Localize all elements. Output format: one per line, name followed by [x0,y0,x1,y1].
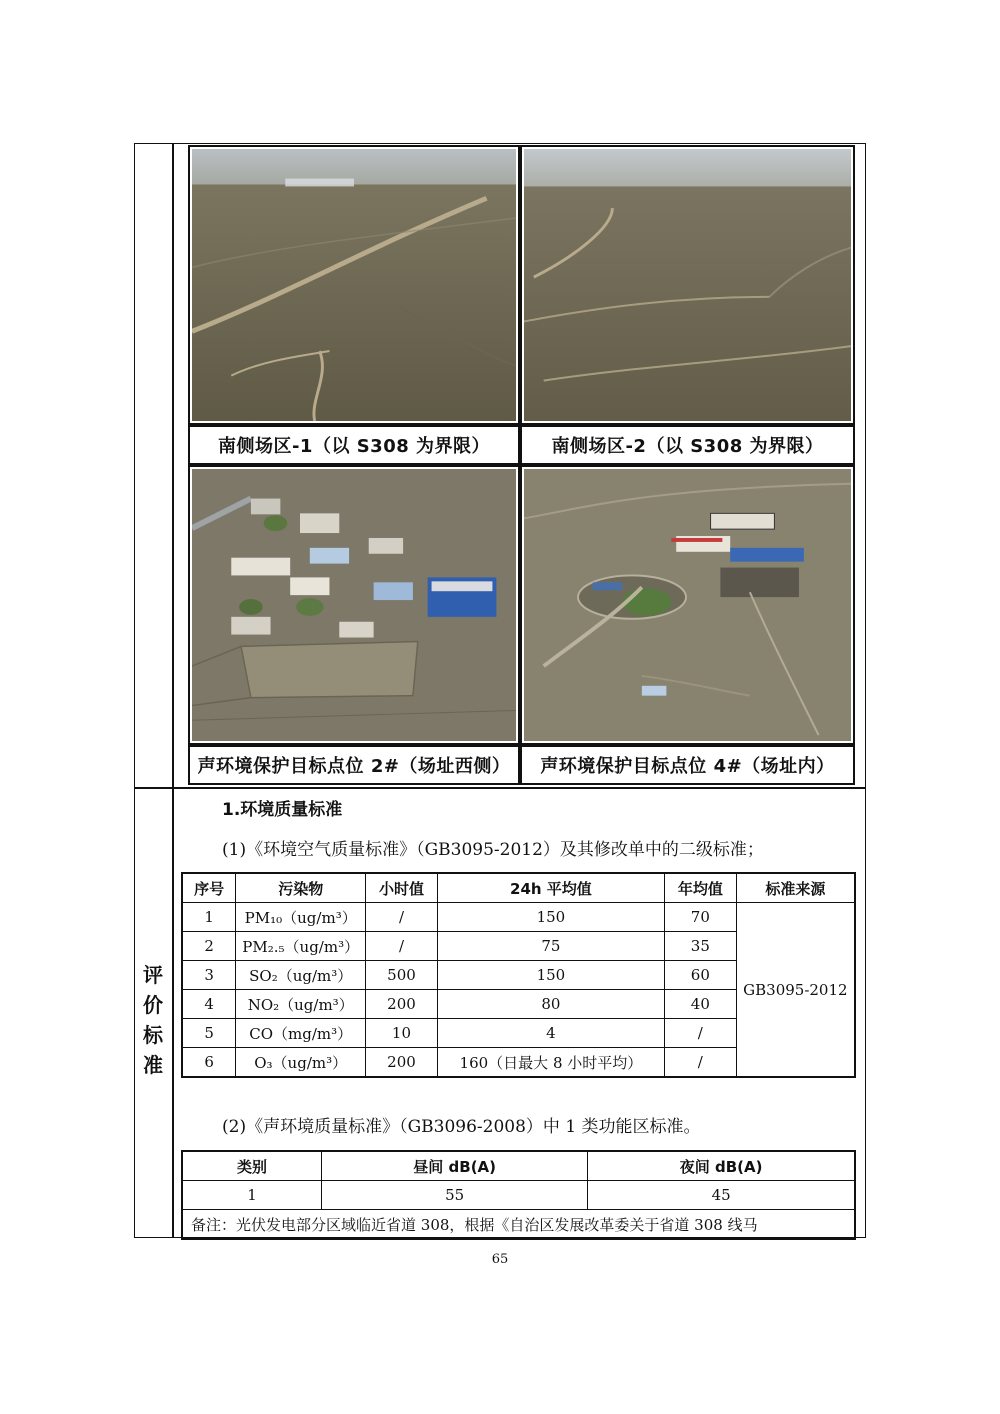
cell-no: 6 [182,1048,236,1078]
cell-no: 5 [182,1019,236,1048]
cell-hourly: 200 [366,990,438,1019]
side-label-char-2: 价 [143,993,163,1017]
cell-hourly: / [366,932,438,961]
noise-quality-table [181,1150,856,1240]
cell-category: 1 [182,1181,322,1210]
cell-no: 4 [182,990,236,1019]
air-quality-table [181,872,856,1078]
header-category: 类别 [182,1151,322,1181]
cell-annual: / [664,1019,736,1048]
cell-pollutant: PM₂.₅（ug/m³） [236,932,366,961]
photo-noise-point-4 [520,465,855,745]
cell-no: 2 [182,932,236,961]
noise-standard-paragraph: (2)《声环境质量标准》（GB3096-2008）中 1 类功能区标准。 [222,1117,701,1137]
cell-annual: 60 [664,961,736,990]
cell-no: 3 [182,961,236,990]
cell-pollutant: SO₂（ug/m³） [236,961,366,990]
cell-pollutant: O₃（ug/m³） [236,1048,366,1078]
photo-caption-4: 声环境保护目标点位 4#（场址内） [520,745,855,785]
cell-24h: 160（日最大 8 小时平均） [437,1048,664,1078]
side-label-char-4: 准 [143,1053,163,1077]
header-hourly: 小时值 [366,873,438,903]
photo-caption-3: 声环境保护目标点位 2#（场址西侧） [188,745,520,785]
cell-daytime: 55 [322,1181,588,1210]
table-note: 备注：光伏发电部分区域临近省道 308，根据《自治区发展改革委关于省道 308 线马 [182,1210,855,1240]
photo-caption-2: 南侧场区-2（以 S308 为界限） [520,425,855,465]
header-no: 序号 [182,873,236,903]
table-header-row [182,1151,855,1181]
cell-24h: 80 [437,990,664,1019]
cell-24h: 75 [437,932,664,961]
air-standard-paragraph: (1)《环境空气质量标准》（GB3095-2012）及其修改单中的二级标准； [222,840,764,860]
side-label-char-1: 评 [143,963,163,987]
cell-24h: 150 [437,903,664,932]
cell-pollutant: PM₁₀（ug/m³） [236,903,366,932]
cell-source: GB3095-2012 [736,903,855,1078]
cell-annual: 70 [664,903,736,932]
photo-caption-1: 南侧场区-1（以 S308 为界限） [188,425,520,465]
table-note-row [182,1210,855,1240]
side-label-char-3: 标 [143,1023,163,1047]
cell-24h: 150 [437,961,664,990]
cell-hourly: 500 [366,961,438,990]
header-24h-average: 24h 平均值 [437,873,664,903]
cell-pollutant: CO（mg/m³） [236,1019,366,1048]
cell-hourly: 10 [366,1019,438,1048]
header-pollutant: 污染物 [236,873,366,903]
table-header-row [182,873,855,903]
section-heading: 1.环境质量标准 [222,800,343,820]
cell-annual: 40 [664,990,736,1019]
frame-vertical-divider [172,143,174,1238]
page-number: 65 [491,1252,509,1267]
cell-24h: 4 [437,1019,664,1048]
frame-horizontal-divider [134,787,866,789]
cell-hourly: / [366,903,438,932]
table-row [182,1181,855,1210]
photo-south-area-1 [188,145,520,425]
header-nighttime: 夜间 dB(A) [588,1151,855,1181]
cell-annual: 35 [664,932,736,961]
table-row [182,903,855,932]
cell-nighttime: 45 [588,1181,855,1210]
cell-no: 1 [182,903,236,932]
cell-pollutant: NO₂（ug/m³） [236,990,366,1019]
cell-annual: / [664,1048,736,1078]
photo-south-area-2 [520,145,855,425]
header-daytime: 昼间 dB(A) [322,1151,588,1181]
cell-hourly: 200 [366,1048,438,1078]
photo-noise-point-2 [188,465,520,745]
header-source: 标准来源 [736,873,855,903]
header-annual: 年均值 [664,873,736,903]
section-side-label [134,960,172,1080]
